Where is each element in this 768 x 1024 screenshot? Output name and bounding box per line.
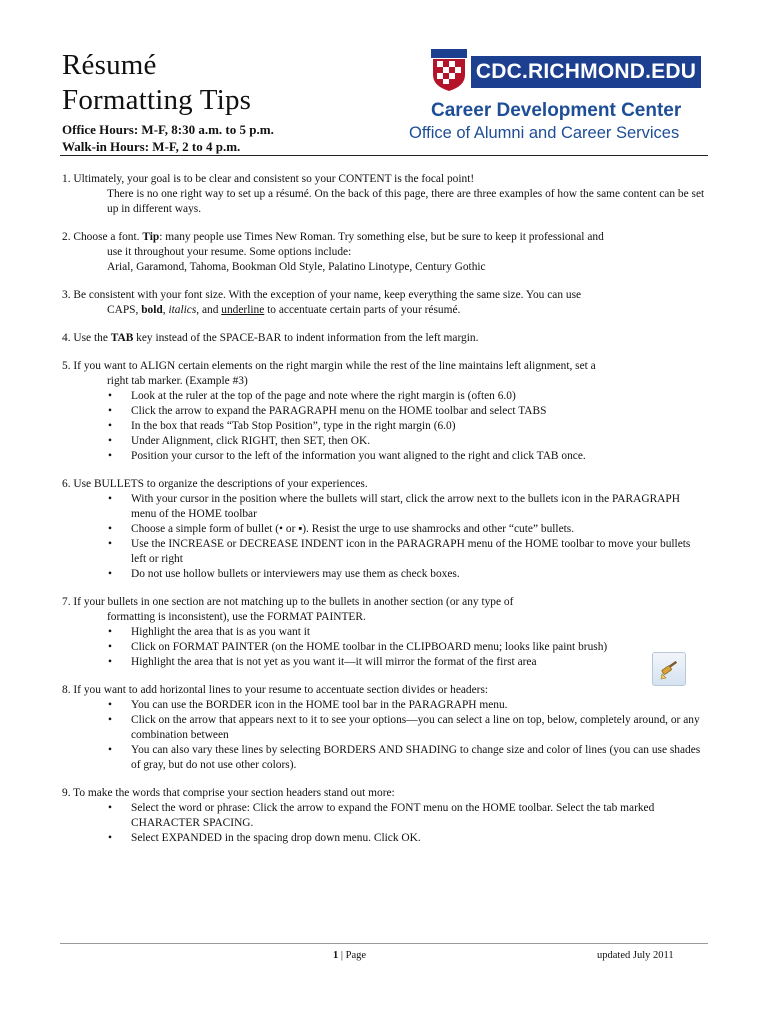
list-item: • Look at the ruler at the top of the page and note where the right margin is (often 6.0) [62,389,708,404]
tip-9-lead: 9. To make the words that comprise your section headers stand out more: [62,787,395,799]
office-hours: Office Hours: M-F, 8:30 a.m. to 5 p.m. [62,122,274,137]
tip-1 [62,172,708,217]
italics-example: italics [168,304,197,316]
tip-3 [62,288,708,318]
tips-list [62,172,708,859]
tip-9-bullets [62,801,708,846]
list-item: • Highlight the area that is not yet as you want it—it will mirror the format of the first area [62,655,708,670]
list-item: • Choose a simple form of bullet (• or ▪). Resist the urge to use shamrocks and other “cute” bullets. [62,522,708,537]
cdc-logo [409,49,701,147]
tip-5 [62,359,708,464]
tip-2 [62,230,708,275]
tip-9 [62,786,708,846]
tip-6 [62,477,708,582]
title-line-1: Résumé [62,49,157,81]
tip-5-cont: right tab marker. (Example #3) [107,375,248,387]
center-name: Career Development Center [431,100,682,121]
tip-8-lead: 8. If you want to add horizontal lines to your resume to accentuate section divides or headers: [62,684,489,696]
list-item: • You can use the BORDER icon in the HOME tool bar in the PARAGRAPH menu. [62,698,708,713]
list-item: • Highlight the area that is as you want it [62,625,708,640]
office-name: Office of Alumni and Career Services [409,124,680,142]
list-item: • Do not use hollow bullets or interviewers may use them as check boxes. [62,567,708,582]
tip-7 [62,595,708,670]
list-item: • Under Alignment, click RIGHT, then SET, then OK. [62,434,708,449]
tip-1-lead: 1. Ultimately, your goal is to be clear and consistent so your CONTENT is the focal point! [62,173,475,185]
tip-4 [62,331,708,346]
list-item: • In the box that reads “Tab Stop Position”, type in the right margin (6.0) [62,419,708,434]
list-item: • Position your cursor to the left of the information you want aligned to the right and click TAB once. [62,449,708,464]
page-title [62,48,251,118]
list-item: • Select the word or phrase: Click the arrow to expand the FONT menu on the HOME toolbar. Select the tab marked CHARACTER SPACING. [62,801,708,831]
page-number: 1 | Page [333,950,367,961]
tab-key-label: TAB [110,332,134,344]
list-item: • Click on the arrow that appears next to it to see your options—you can select a line on top, below, completely around, or any combination between [62,713,708,743]
header-divider [60,155,708,156]
university-shield-icon [431,49,467,91]
format-painter-icon [652,652,686,686]
list-item: • Use the INCREASE or DECREASE INDENT icon in the PARAGRAPH menu of the HOME toolbar to move your bullets left or right [62,537,708,567]
tip-8 [62,683,708,773]
tip-7-cont: formatting is inconsistent), use the FORMAT PAINTER. [107,611,366,623]
tip-label: Tip [142,231,160,243]
list-item: • Click on FORMAT PAINTER (on the HOME toolbar in the CLIPBOARD menu; looks like paint brush) [62,640,708,655]
underline-example: underline [221,304,265,316]
website-banner: CDC.RICHMOND.EDU [471,56,701,88]
tip-1-detail: There is no one right way to set up a résumé. On the back of this page, there are three examples of how the same content can be set up in different ways. [107,188,705,215]
list-item: • You can also vary these lines by selecting BORDERS AND SHADING to change size and color of lines (you can use shades of gray, but do not use other colors). [62,743,708,773]
bold-example: bold [141,304,163,316]
tip-6-bullets [62,492,708,582]
tip-8-bullets [62,698,708,773]
tip-2-cont: use it throughout your resume. Some options include: [107,246,352,258]
updated-date: updated July 2011 [597,950,674,961]
tip-4-lead: 4. Use the TAB key instead of the SPACE-BAR to indent information from the left margin. [62,332,479,344]
tip-3-cont: CAPS, bold, italics, and underline to accentuate certain parts of your résumé. [107,304,461,316]
list-item: • Click the arrow to expand the PARAGRAPH menu on the HOME toolbar and select TABS [62,404,708,419]
list-item: • Select EXPANDED in the spacing drop down menu. Click OK. [62,831,708,846]
walkin-hours: Walk-in Hours: M-F, 2 to 4 p.m. [62,139,241,154]
tip-6-lead: 6. Use BULLETS to organize the descriptions of your experiences. [62,478,368,490]
tip-5-lead: 5. If you want to ALIGN certain elements on the right margin while the rest of the line maintains left alignment, set a [62,360,596,372]
font-options: Arial, Garamond, Tahoma, Bookman Old Style, Palatino Linotype, Century Gothic [107,261,486,273]
tip-3-lead: 3. Be consistent with your font size. With the exception of your name, keep everything the same size. You can use [62,289,582,301]
tip-5-bullets [62,389,708,464]
tip-7-bullets [62,625,708,670]
tip-7-lead: 7. If your bullets in one section are not matching up to the bullets in another section (or any type of [62,596,514,608]
tip-2-lead: 2. Choose a font. Tip: many people use Times New Roman. Try something else, but be sure to keep it professional and [62,231,604,243]
hours-block [62,121,274,155]
title-line-2: Formatting Tips [62,84,252,116]
footer-divider [60,943,708,944]
list-item: • With your cursor in the position where the bullets will start, click the arrow next to the bullets icon in the PARAGRAPH menu of the HOME toolbar [62,492,708,522]
